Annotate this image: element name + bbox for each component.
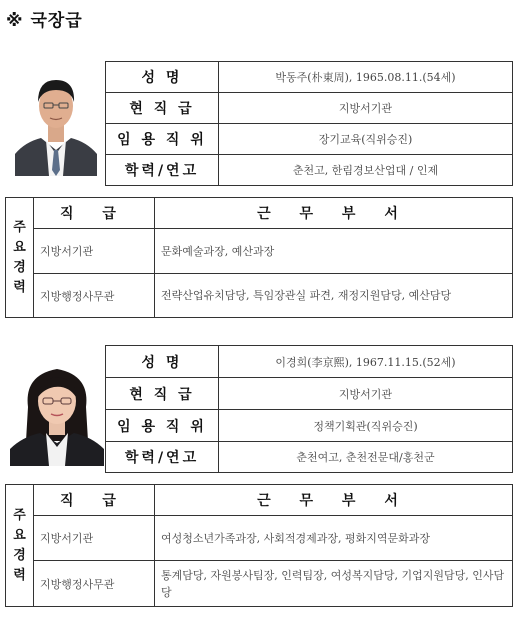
rank-label: 현 직 급 [106, 378, 219, 410]
rank-value: 지방서기관 [219, 93, 513, 124]
career-side-char: 요 [13, 239, 26, 255]
table-row [6, 561, 513, 607]
career-table-2 [5, 484, 513, 607]
table-row [6, 516, 513, 561]
career-rank-cell: 지방행정사무관 [34, 274, 155, 318]
career-side-char: 경 [13, 259, 26, 275]
name-label: 성 명 [106, 346, 219, 378]
career-side-label [6, 198, 34, 318]
person-photo-1 [15, 66, 97, 176]
career-side-char: 주 [13, 507, 26, 523]
career-dept-header: 근 무 부 서 [155, 485, 513, 516]
name-label: 성 명 [106, 62, 219, 93]
table-row [6, 229, 513, 274]
career-side-char: 주 [13, 219, 26, 235]
appointment-label: 임 용 직 위 [106, 124, 219, 155]
person-photo-2 [10, 357, 104, 466]
education-value: 춘천여고, 춘천전문대/홍천군 [219, 442, 513, 473]
career-side-char: 경 [13, 547, 26, 563]
career-dept-cell: 여성청소년가족과장, 사회적경제과장, 평화지역문화과장 [155, 516, 513, 561]
name-value: 박동주(朴東周), 1965.08.11.(54세) [219, 62, 513, 93]
rank-value: 지방서기관 [219, 378, 513, 410]
career-side-label [6, 485, 34, 607]
career-rank-header: 직 급 [34, 198, 155, 229]
career-rank-cell: 지방서기관 [34, 516, 155, 561]
appointment-label: 임 용 직 위 [106, 410, 219, 442]
education-value: 춘천고, 한림경보산업대 / 인제 [219, 155, 513, 186]
career-rank-header: 직 급 [34, 485, 155, 516]
section-title: ※ 국장급 [6, 11, 83, 31]
career-dept-cell: 통계담당, 자원봉사팀장, 인력팀장, 여성복지담당, 기업지원담당, 인사담당 [155, 561, 513, 607]
profile-table-1 [105, 61, 513, 186]
career-side-char: 력 [13, 279, 26, 295]
education-label: 학력/연고 [106, 155, 219, 186]
career-side-char: 력 [13, 567, 26, 583]
education-label: 학력/연고 [106, 442, 219, 473]
career-rank-cell: 지방행정사무관 [34, 561, 155, 607]
career-dept-cell: 문화예술과장, 예산과장 [155, 229, 513, 274]
career-table-1 [5, 197, 513, 318]
career-dept-header: 근 무 부 서 [155, 198, 513, 229]
career-rank-cell: 지방서기관 [34, 229, 155, 274]
career-dept-cell: 전략산업유치담당, 특임장관실 파견, 재정지원담당, 예산담당 [155, 274, 513, 318]
portrait-man-icon [15, 66, 97, 176]
career-side-char: 요 [13, 527, 26, 543]
portrait-woman-icon [10, 357, 104, 466]
appointment-value: 정책기획관(직위승진) [219, 410, 513, 442]
rank-label: 현 직 급 [106, 93, 219, 124]
appointment-value: 장기교육(직위승진) [219, 124, 513, 155]
profile-table-2 [105, 345, 513, 473]
name-value: 이경희(李京熙), 1967.11.15.(52세) [219, 346, 513, 378]
table-row [6, 274, 513, 318]
